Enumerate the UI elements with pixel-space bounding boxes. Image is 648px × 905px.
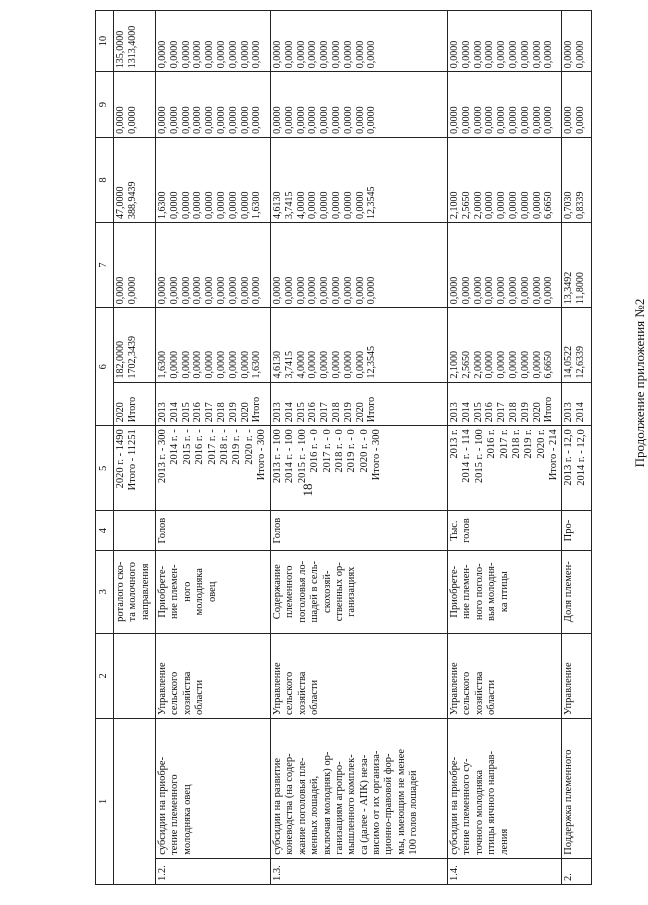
measure-name: субсидии на развитие коневодства (на содер- жание поголовья пле- менных лошадей, включая молодняк) ор- ганизациям агропро- мышленного комплек- са (далее - АПК) неза- висимо от их организа- ционно-правовой фор- мы, имеющим не менее 100 голов лошадей bbox=[271, 718, 448, 858]
local-funding: 0,0000 0,0000 0,0000 0,0000 0,0000 0,0000 0,0000 0,0000 0,0000 bbox=[448, 72, 562, 138]
appendix-label: Продолжение приложения №2 bbox=[632, 298, 647, 468]
local-funding: 0,0000 0,0000 0,0000 0,0000 0,0000 0,0000 0,0000 0,0000 0,0000 bbox=[156, 72, 271, 138]
years: 2013 2014 bbox=[562, 382, 592, 426]
other-funding: 0,0000 0,0000 0,0000 0,0000 0,0000 0,0000 0,0000 0,0000 0,0000 bbox=[448, 11, 562, 72]
row-number: 1.2. bbox=[156, 858, 271, 884]
col-header-5: 5 bbox=[96, 426, 114, 511]
total-funding: 1,6300 0,0000 0,0000 0,0000 0,0000 0,0000 0,0000 0,0000 1,6300 bbox=[156, 308, 271, 382]
values-by-year: 2013 г. - 12,0 2014 г. - 12,0 bbox=[562, 426, 592, 511]
indicator: Приобрете- ние племен- ного поголо- вья молодня- ка птицы bbox=[448, 550, 562, 633]
indicator: Приобрете- ние племен- ного молодняка овец bbox=[156, 550, 271, 633]
col-header-7: 7 bbox=[96, 223, 114, 308]
measure-name: субсидии на приобре- тение племенного су- точного молодняка птицы яичного направ- ления bbox=[448, 718, 562, 858]
years: 2013 2014 2015 2016 2017 2018 2019 2020 Итого bbox=[156, 382, 271, 426]
federal-funding: 0,0000 0,0000 0,0000 0,0000 0,0000 0,0000 0,0000 0,0000 0,0000 bbox=[156, 223, 271, 308]
cont-col4 bbox=[114, 511, 156, 550]
federal-funding: 0,0000 0,0000 0,0000 0,0000 0,0000 0,0000 0,0000 0,0000 0,0000 bbox=[271, 223, 448, 308]
executor: Управление сельского хозяйства области bbox=[156, 633, 271, 718]
other-funding: 0,0000 0,0000 0,0000 0,0000 0,0000 0,0000 0,0000 0,0000 0,0000 bbox=[156, 11, 271, 72]
values-by-year: 2013 г. - 300 2014 г. - 2015 г. - 2016 г. - 2017 г. - 2018 г. - 2019 г. - 2020 г. - Итого - 300 bbox=[156, 426, 271, 511]
indicator: Доля племен- bbox=[562, 550, 592, 633]
col-header-9: 9 bbox=[96, 72, 114, 138]
federal-funding: 13,3492 11,8000 bbox=[562, 223, 592, 308]
executor: Управление сельского хозяйства области bbox=[448, 633, 562, 718]
col-header-1: 1 bbox=[96, 718, 114, 884]
row-number: 2. bbox=[562, 858, 592, 884]
table-row-2 bbox=[562, 11, 592, 885]
col-header-4: 4 bbox=[96, 511, 114, 550]
col-header-2: 2 bbox=[96, 633, 114, 718]
continuation-row bbox=[114, 11, 156, 885]
col-header-10: 10 bbox=[96, 11, 114, 72]
rotated-table-wrapper bbox=[95, 10, 590, 885]
col-header-3: 3 bbox=[96, 550, 114, 633]
cont-col3: роталого ско- та молочного направления bbox=[114, 550, 156, 633]
indicator: Содержание племенного поголовья ло- шадей в сель- скохозяй- ственных ор- ганизациях bbox=[271, 550, 448, 633]
years: 2013 2014 2015 2016 2017 2018 2019 2020 Итого bbox=[448, 382, 562, 426]
values-by-year: 2013 г. - 100 2014 г. - 100 2015 г. - 100 2016 г. - 0 2017 г. - 0 2018 г. - 0 2019 г. - 0 2020 г. - 0 Итого - 300 bbox=[271, 426, 448, 511]
cont-col2 bbox=[114, 633, 156, 718]
cont-col9: 0,0000 0,0000 bbox=[114, 72, 156, 138]
cont-col6-total: 182,0000 1702,3439 bbox=[114, 308, 156, 382]
table-row-1-2 bbox=[156, 11, 271, 885]
unit: Про- bbox=[562, 511, 592, 550]
measure-name: Поддержка племенного bbox=[562, 718, 592, 858]
other-funding: 0,0000 0,0000 bbox=[562, 11, 592, 72]
page-number: 18 bbox=[300, 483, 315, 497]
cont-col8: 47,0000 388,9439 bbox=[114, 137, 156, 222]
table-row-1-3 bbox=[271, 11, 448, 885]
unit: Голов bbox=[156, 511, 271, 550]
cont-col5: 2020 г. - 1490 Итого - 11251 bbox=[114, 426, 156, 511]
values-by-year: 2013 г. 2014 г. - 114 2015 г. - 100 2016 г. 2017 г. 2018 г. 2019 г. 2020 г. Итого - 214 bbox=[448, 426, 562, 511]
local-funding: 0,0000 0,0000 bbox=[562, 72, 592, 138]
cont-col7: 0,0000 0,0000 bbox=[114, 223, 156, 308]
federal-funding: 0,0000 0,0000 0,0000 0,0000 0,0000 0,0000 0,0000 0,0000 0,0000 bbox=[448, 223, 562, 308]
col-header-8: 8 bbox=[96, 137, 114, 222]
regional-funding: 4,6130 3,7415 4,0000 0,0000 0,0000 0,0000 0,0000 0,0000 12,3545 bbox=[271, 137, 448, 222]
unit: Голов bbox=[271, 511, 448, 550]
years: 2013 2014 2015 2016 2017 2018 2019 2020 Итого bbox=[271, 382, 448, 426]
col-header-6: 6 bbox=[96, 308, 114, 426]
cont-col1 bbox=[114, 718, 156, 884]
regional-funding: 1,6300 0,0000 0,0000 0,0000 0,0000 0,0000 0,0000 0,0000 1,6300 bbox=[156, 137, 271, 222]
regional-funding: 2,1000 2,5650 2,0000 0,0000 0,0000 0,0000 0,0000 0,0000 6,6650 bbox=[448, 137, 562, 222]
header-row bbox=[96, 11, 114, 885]
program-table bbox=[95, 10, 592, 885]
row-number: 1.4. bbox=[448, 858, 562, 884]
cont-col10: 135,0000 1313,4000 bbox=[114, 11, 156, 72]
unit: Тыс. голов bbox=[448, 511, 562, 550]
local-funding: 0,0000 0,0000 0,0000 0,0000 0,0000 0,0000 0,0000 0,0000 0,0000 bbox=[271, 72, 448, 138]
executor: Управление bbox=[562, 633, 592, 718]
other-funding: 0,0000 0,0000 0,0000 0,0000 0,0000 0,0000 0,0000 0,0000 0,0000 bbox=[271, 11, 448, 72]
regional-funding: 0,7030 0,8339 bbox=[562, 137, 592, 222]
total-funding: 2,1000 2,5650 2,0000 0,0000 0,0000 0,0000 0,0000 0,0000 6,6650 bbox=[448, 308, 562, 382]
total-funding: 4,6130 3,7415 4,0000 0,0000 0,0000 0,0000 0,0000 0,0000 12,3545 bbox=[271, 308, 448, 382]
executor: Управление сельского хозяйства области bbox=[271, 633, 448, 718]
row-number: 1.3. bbox=[271, 858, 448, 884]
table-row-1-4 bbox=[448, 11, 562, 885]
measure-name: субсидии на приобре- тение племенного молодняка овец bbox=[156, 718, 271, 858]
cont-col6-year: 2020 Итого bbox=[114, 382, 156, 426]
total-funding: 14,0522 12,6339 bbox=[562, 308, 592, 382]
